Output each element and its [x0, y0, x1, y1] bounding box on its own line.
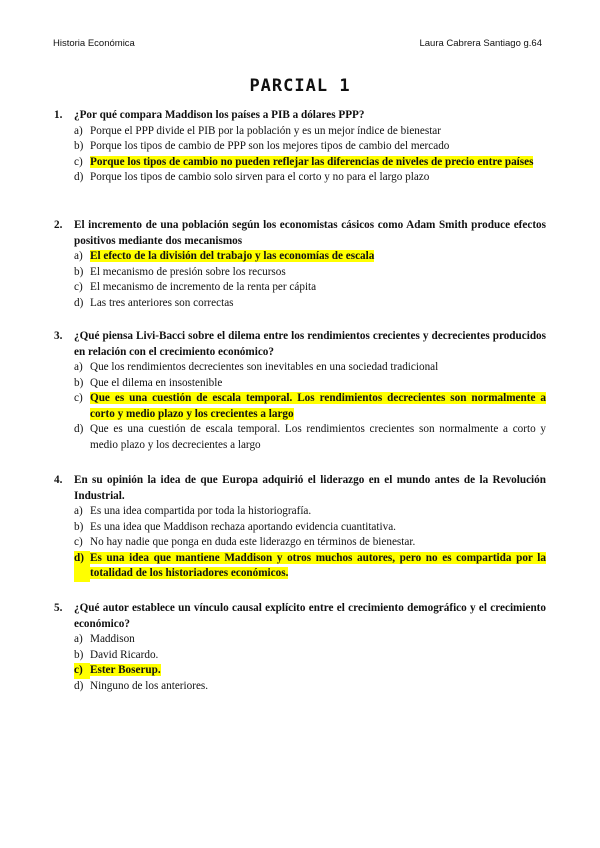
option-letter: a): [74, 250, 83, 262]
option-letter: d): [74, 423, 84, 435]
option-text: Las tres anteriores son correctas: [90, 296, 234, 309]
option-d: [74, 422, 546, 453]
option-letter: c): [74, 155, 83, 168]
option-text: Que el dilema en insostenible: [90, 376, 223, 389]
option-text: Porque los tipos de cambio de PPP son los mejores tipos de cambio del mercado: [90, 140, 450, 152]
header-author: Laura Cabrera Santiago g.64: [419, 38, 542, 49]
option-text: Porque los tipos de cambio no pueden reflejar las diferencias de niveles de precio entre países: [90, 155, 534, 168]
option-text: Es una idea que mantiene Maddison y otros muchos autores, pero no es compartida por la totalidad de los historiadores económicos.: [90, 551, 546, 579]
option-text: Maddison: [90, 633, 135, 645]
option-a: [74, 360, 546, 376]
option-text: Que los rendimientos decrecientes son inevitables en una sociedad tradicional: [90, 361, 439, 373]
question-text: En su opinión la idea de que Europa adquirió el liderazgo en el mundo antes de la Revolución Industrial.: [74, 474, 546, 502]
question-2: [54, 218, 546, 311]
question-number: 5.: [54, 602, 63, 614]
option-text: Es una idea compartida por toda la historiografía.: [90, 505, 312, 517]
question-4: [54, 473, 546, 582]
option-text: Porque el PPP divide el PIB por la población y es un mejor índice de bienestar: [90, 124, 441, 137]
option-b: [74, 520, 546, 536]
option-text: Que es una cuestión de escala temporal. Los rendimientos decrecientes son normalmente a corto y medio plazo y los crecientes a largo: [90, 392, 546, 420]
option-text: Es una idea que Maddison rechaza aportando evidencia cuantitativa.: [90, 520, 396, 533]
option-letter: b): [74, 376, 84, 389]
option-letter: b): [74, 265, 84, 278]
question-text: El incremento de una población según los economistas cásicos como Adam Smith produce efectos positivos mediante dos mecanismos: [74, 219, 546, 247]
option-c-highlighted: [74, 391, 546, 422]
question-3: [54, 329, 546, 453]
option-b: [74, 265, 546, 281]
question-number: 3.: [54, 330, 63, 342]
option-d: [74, 679, 546, 695]
option-text: No hay nadie que ponga en duda este liderazgo en términos de bienestar.: [90, 536, 416, 548]
option-letter: b): [74, 520, 84, 533]
option-c-highlighted: [74, 663, 546, 679]
option-d: [74, 170, 546, 186]
page-title: PARCIAL 1: [249, 76, 351, 96]
question-number: 2.: [54, 219, 63, 231]
question-text: ¿Por qué compara Maddison los países a PIB a dólares PPP?: [74, 109, 365, 121]
option-text: El efecto de la división del trabajo y las economías de escala: [90, 250, 375, 262]
question-number: 1.: [54, 109, 63, 121]
option-b: [74, 139, 546, 155]
option-letter: a): [74, 361, 83, 373]
option-c: [74, 535, 546, 551]
option-letter: b): [74, 648, 84, 661]
option-c-highlighted: [74, 155, 546, 171]
option-letter: c): [74, 281, 83, 293]
option-letter: a): [74, 505, 83, 517]
question-text: ¿Qué piensa Livi-Bacci sobre el dilema entre los rendimientos crecientes y decrecientes producidos en relación con el crecimiento económico?: [74, 330, 546, 358]
option-text: Ester Boserup.: [90, 664, 161, 676]
option-letter: b): [74, 140, 84, 152]
option-c: [74, 280, 546, 296]
option-letter: d): [74, 296, 84, 309]
option-letter: a): [74, 633, 83, 645]
header-course: Historia Económica: [53, 38, 135, 49]
option-letter: c): [74, 536, 83, 548]
option-d-highlighted: [74, 551, 546, 582]
option-letter: d): [74, 171, 84, 183]
option-text: Porque los tipos de cambio solo sirven para el corto y no para el largo plazo: [90, 171, 430, 183]
option-text: David Ricardo.: [90, 648, 159, 661]
question-number: 4.: [54, 474, 63, 486]
option-text: Que es una cuestión de escala temporal. Los rendimientos crecientes son normalmente a corto y medio plazo y los decrecientes a largo: [90, 423, 546, 451]
option-text: El mecanismo de presión sobre los recursos: [90, 265, 286, 278]
option-a: [74, 124, 546, 140]
option-letter: c): [74, 663, 90, 679]
option-letter: d): [74, 551, 90, 582]
option-a-highlighted: [74, 249, 546, 265]
option-text: El mecanismo de incremento de la renta per cápita: [90, 281, 317, 293]
question-text: ¿Qué autor establece un vínculo causal explícito entre el crecimiento demográfico y el crecimiento económico?: [74, 602, 546, 630]
question-5: [54, 601, 546, 694]
option-a: [74, 632, 546, 648]
option-letter: c): [74, 392, 83, 404]
option-text: Ninguno de los anteriores.: [90, 679, 209, 692]
option-a: [74, 504, 546, 520]
option-letter: d): [74, 679, 84, 692]
question-1: [54, 108, 546, 186]
option-b: [74, 376, 546, 392]
option-b: [74, 648, 546, 664]
option-d: [74, 296, 546, 312]
option-letter: a): [74, 124, 83, 137]
